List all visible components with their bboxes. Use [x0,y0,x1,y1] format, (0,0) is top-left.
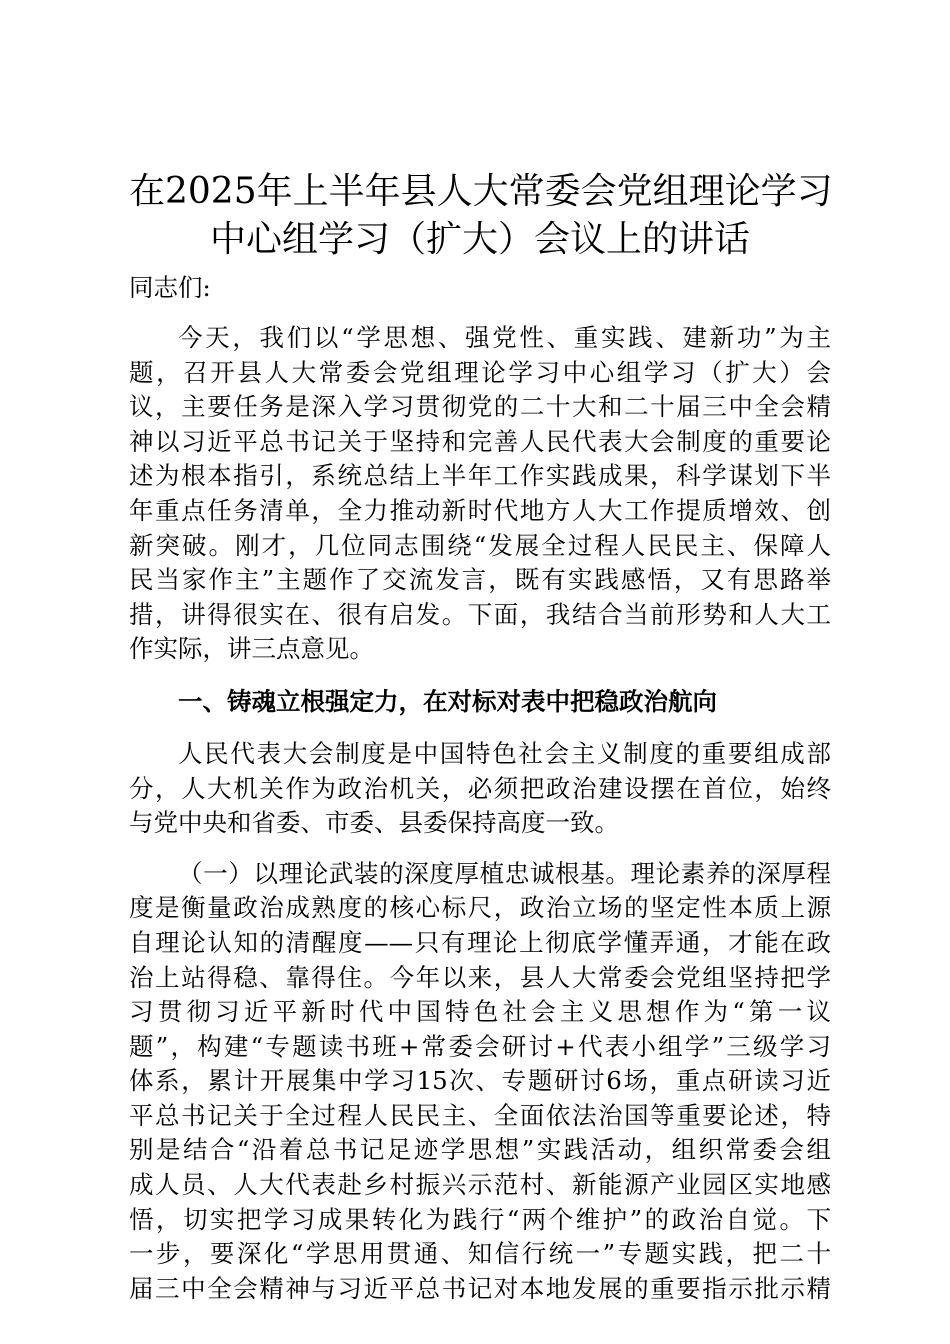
text-line: 平总书记关于全过程人民民主、全面依法治国等重要论述，特 [129,1100,831,1130]
text-line: 神以习近平总书记关于坚持和完善人民代表大会制度的重要论 [129,426,831,456]
text-line: 人民代表大会制度是中国特色社会主义制度的重要组成部 [178,738,831,768]
text-line: 措，讲得很实在、很有启发。下面，我结合当前形势和人大工 [129,599,831,629]
document-title [129,168,831,264]
text-line: 民当家作主”主题作了交流发言，既有实践感悟，又有思路举 [129,565,831,595]
document-page [129,168,831,1306]
text-line: 体系，累计开展集中学习15次、专题研讨6场，重点研读习近 [129,1066,831,1096]
text-line: 届三中全会精神与习近平总书记对本地发展的重要指示批示精 [129,1273,831,1303]
text-line: （一）以理论武装的深度厚植忠诚根基。理论素养的深厚程 [178,858,831,888]
title-line: 在2025年上半年县人大常委会党组理论学习 [129,171,833,212]
text-line: 作实际，讲三点意见。 [129,634,374,664]
text-line: 自理论认知的清醒度——只有理论上彻底学懂弄通，才能在政 [129,927,831,957]
salutation: 同志们: [129,273,211,302]
text-line: 悟，切实把学习成果转化为践行“两个维护”的政治自觉。下 [129,1204,831,1234]
text-line: 治上站得稳、靠得住。今年以来，县人大常委会党组坚持把学 [129,962,831,992]
text-line: 一步，要深化“学思用贯通、知信行统一”专题实践，把二十 [129,1239,831,1269]
text-line: 年重点任务清单，全力推动新时代地方人大工作提质增效、创 [129,495,831,525]
text-line: 成人员、人大代表赴乡村振兴示范村、新能源产业园区实地感 [129,1170,831,1200]
text-line: 议，主要任务是深入学习贯彻党的二十大和二十届三中全会精 [129,392,831,422]
section-heading: 一、铸魂立根强定力，在对标对表中把稳政治航向 [178,686,717,716]
paragraph-section1-intro [129,737,831,841]
text-line: 述为根本指引，系统总结上半年工作实践成果，科学谋划下半 [129,461,831,491]
text-line: 新突破。刚才，几位同志围绕“发展全过程人民民主、保障人 [129,530,831,560]
paragraph-intro [129,321,831,667]
text-line: 今天，我们以“学思想、强党性、重实践、建新功”为主 [178,323,831,352]
text-line: 度是衡量政治成熟度的核心标尺，政治立场的坚定性本质上源 [129,893,831,923]
paragraph-subsection1 [129,857,831,1307]
text-line: 别是结合“沿着总书记足迹学思想”实践活动，组织常委会组 [129,1135,831,1165]
text-line: 分，人大机关作为政治机关，必须把政治建设摆在首位，始终 [129,773,831,803]
text-line: 习贯彻习近平新时代中国特色社会主义思想作为“第一议 [129,997,831,1027]
text-line: 题，召开县人大常委会党组理论学习中心组学习（扩大）会 [129,357,831,387]
title-line: 中心组学习（扩大）会议上的讲话 [209,219,750,260]
text-line: 与党中央和省委、市委、县委保持高度一致。 [129,808,619,838]
text-line: 题”，构建“专题读书班+常委会研讨+代表小组学”三级学习 [129,1031,831,1061]
